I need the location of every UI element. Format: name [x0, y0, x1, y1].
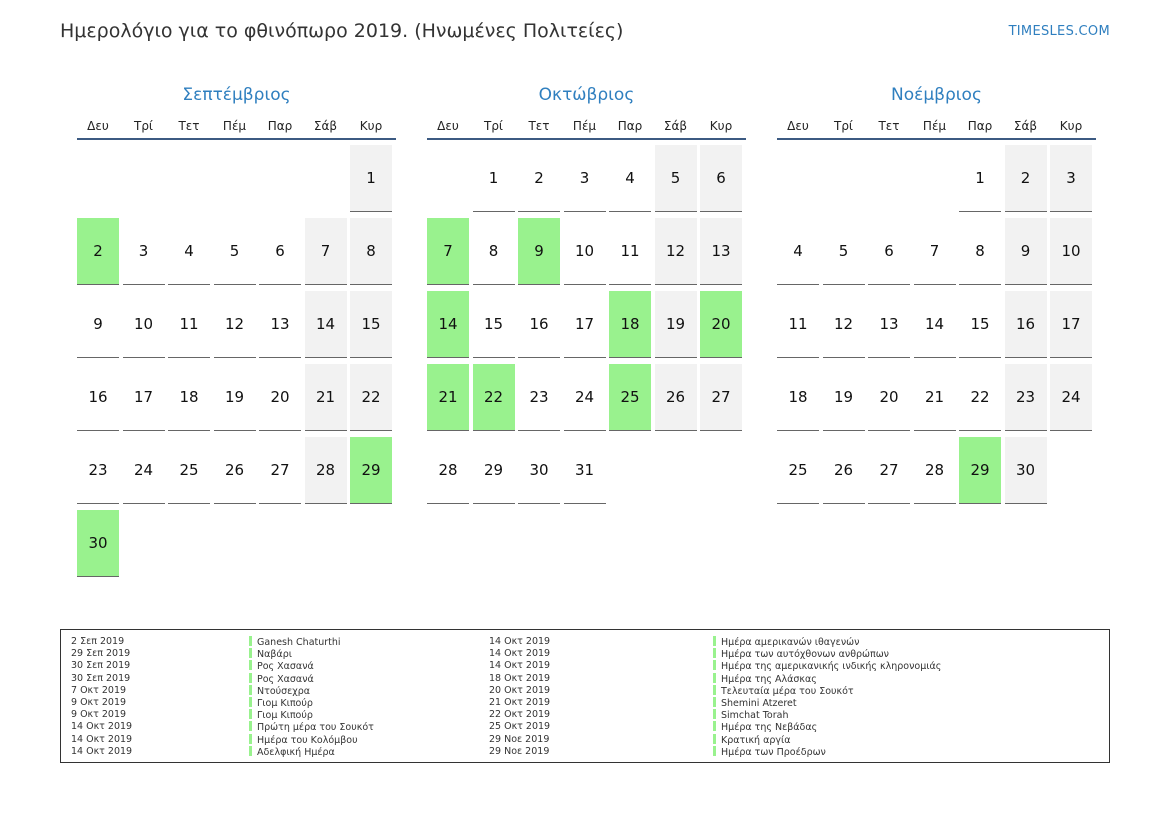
- legend-entry: [713, 746, 941, 758]
- day-cell: 5: [655, 145, 697, 212]
- day-cell: 2: [518, 145, 560, 212]
- legend-date: 22 Οκτ 2019: [489, 709, 551, 721]
- day-cell: 24: [1050, 364, 1092, 431]
- holiday-marker: [713, 660, 716, 670]
- day-cell: 28: [305, 437, 347, 504]
- day-cell: 18: [609, 291, 651, 358]
- legend-entry: [249, 697, 374, 709]
- weekday-label: Σάβ: [1013, 119, 1038, 133]
- legend-holiday-name: Ημέρα του Κολόμβου: [257, 734, 358, 746]
- day-cell: 10: [123, 291, 165, 358]
- legend-date: 21 Οκτ 2019: [489, 696, 551, 708]
- day-cell: 30: [518, 437, 560, 504]
- holiday-marker: [249, 721, 252, 731]
- legend-date: 30 Σεπ 2019: [71, 672, 131, 684]
- legend-entry: [249, 636, 374, 648]
- day-cell: 17: [564, 291, 606, 358]
- holiday-marker: [713, 648, 716, 658]
- legend-entry: [713, 697, 941, 709]
- holiday-marker: [713, 734, 716, 744]
- day-grid: [777, 140, 1096, 640]
- legend-holiday-name: Ρος Χασανά: [257, 661, 314, 673]
- day-cell: 29: [350, 437, 392, 504]
- holiday-marker: [713, 685, 716, 695]
- legend-holiday-name: Γιομ Κιπούρ: [257, 697, 313, 709]
- legend-entry: [713, 636, 941, 648]
- legend-date: 20 Οκτ 2019: [489, 684, 551, 696]
- day-cell: 30: [77, 510, 119, 577]
- day-cell: 10: [564, 218, 606, 285]
- legend-holiday-name: Τελευταία μέρα του Σουκότ: [721, 685, 854, 697]
- holiday-legend: [60, 629, 1110, 763]
- legend-holiday-name: Γιομ Κιπούρ: [257, 710, 313, 722]
- day-cell: 15: [350, 291, 392, 358]
- holiday-marker: [249, 746, 252, 756]
- legend-entry: [713, 648, 941, 660]
- day-cell: 26: [655, 364, 697, 431]
- weekday-label: Σάβ: [313, 119, 338, 133]
- legend-entry: [249, 746, 374, 758]
- legend-holiday-name: Ημέρα αμερικανών ιθαγενών: [721, 637, 860, 648]
- day-cell: 11: [609, 218, 651, 285]
- legend-holiday-name: Ημέρα των αυτόχθονων ανθρώπων: [721, 649, 889, 661]
- holiday-marker: [713, 709, 716, 719]
- legend-entry: [249, 721, 374, 733]
- legend-right-dates: [489, 636, 550, 758]
- day-cell: 5: [823, 218, 865, 285]
- day-cell: 9: [518, 218, 560, 285]
- day-cell: 24: [123, 437, 165, 504]
- day-cell: 23: [77, 437, 119, 504]
- day-cell: 3: [123, 218, 165, 285]
- weekday-label: Παρ: [617, 119, 643, 133]
- legend-left-dates: [71, 636, 132, 758]
- day-cell: 20: [700, 291, 742, 358]
- day-cell: 2: [77, 218, 119, 285]
- day-cell: 26: [214, 437, 256, 504]
- day-cell: 9: [77, 291, 119, 358]
- day-cell: 20: [868, 364, 910, 431]
- legend-date: 14 Οκτ 2019: [71, 733, 133, 745]
- day-cell: 7: [914, 218, 956, 285]
- month-name: Νοέμβριος: [891, 85, 982, 105]
- weekday-label: Τετ: [528, 119, 550, 133]
- day-cell: 6: [700, 145, 742, 212]
- day-cell: 11: [168, 291, 210, 358]
- legend-left-names: [249, 636, 374, 758]
- legend-date: 29 Σεπ 2019: [71, 648, 131, 660]
- day-cell: 16: [518, 291, 560, 358]
- legend-holiday-name: Πρώτη μέρα του Σουκότ: [257, 722, 374, 734]
- day-cell: 23: [1005, 364, 1047, 431]
- day-cell: 12: [655, 218, 697, 285]
- day-cell: 30: [1005, 437, 1047, 504]
- holiday-marker: [249, 660, 252, 670]
- day-cell: 4: [777, 218, 819, 285]
- month-name: Οκτώβριος: [538, 85, 635, 105]
- holiday-marker: [713, 673, 716, 683]
- legend-holiday-name: Ημέρα των Προέδρων: [721, 746, 826, 758]
- legend-holiday-name: Ganesh Chaturthi: [257, 637, 341, 648]
- weekday-label: Παρ: [967, 119, 993, 133]
- legend-date: 9 Οκτ 2019: [71, 709, 127, 721]
- day-cell: 11: [777, 291, 819, 358]
- legend-entry: [713, 685, 941, 697]
- day-cell: 27: [868, 437, 910, 504]
- legend-date: 18 Οκτ 2019: [489, 672, 551, 684]
- day-cell: 15: [473, 291, 515, 358]
- day-cell: 9: [1005, 218, 1047, 285]
- weekday-header: [427, 108, 746, 140]
- month-calendar: [427, 84, 746, 640]
- day-cell: 19: [823, 364, 865, 431]
- weekday-label: Δευ: [87, 119, 109, 133]
- legend-entry: [249, 734, 374, 746]
- legend-entry: [713, 709, 941, 721]
- day-cell: 19: [214, 364, 256, 431]
- legend-entry: [713, 673, 941, 685]
- day-cell: 1: [350, 145, 392, 212]
- day-cell: 3: [1050, 145, 1092, 212]
- weekday-label: Δευ: [787, 119, 809, 133]
- legend-date: 2 Σεπ 2019: [71, 636, 125, 647]
- day-cell: 22: [350, 364, 392, 431]
- day-cell: 20: [259, 364, 301, 431]
- day-cell: 13: [700, 218, 742, 285]
- day-cell: 8: [959, 218, 1001, 285]
- day-cell: 1: [959, 145, 1001, 212]
- day-cell: 21: [305, 364, 347, 431]
- holiday-marker: [249, 685, 252, 695]
- day-cell: 4: [609, 145, 651, 212]
- legend-holiday-name: Ντούσεχρα: [257, 685, 311, 697]
- page-title: Ημερολόγιο για το φθινόπωρο 2019. (Ηνωμένες Πολιτείες): [60, 20, 624, 42]
- day-cell: 8: [350, 218, 392, 285]
- day-cell: 14: [305, 291, 347, 358]
- legend-entry: [249, 709, 374, 721]
- legend-holiday-name: Ρος Χασανά: [257, 673, 314, 685]
- legend-date: 29 Νοε 2019: [489, 745, 550, 757]
- day-cell: 25: [609, 364, 651, 431]
- day-cell: 24: [564, 364, 606, 431]
- holiday-marker: [249, 673, 252, 683]
- day-cell: 22: [959, 364, 1001, 431]
- day-cell: 7: [427, 218, 469, 285]
- holiday-marker: [713, 636, 716, 646]
- legend-date: 9 Οκτ 2019: [71, 696, 127, 708]
- day-cell: 14: [914, 291, 956, 358]
- month-calendar: [77, 84, 396, 640]
- legend-entry: [249, 685, 374, 697]
- day-cell: 27: [259, 437, 301, 504]
- weekday-header: [77, 108, 396, 140]
- day-cell: 7: [305, 218, 347, 285]
- legend-date: 14 Οκτ 2019: [489, 636, 551, 647]
- day-cell: 27: [700, 364, 742, 431]
- weekday-label: Τετ: [878, 119, 900, 133]
- legend-holiday-name: Ημέρα της Νεβάδας: [721, 722, 818, 734]
- legend-holiday-name: Ημέρα της Αλάσκας: [721, 673, 817, 685]
- legend-entry: [249, 648, 374, 660]
- day-cell: 12: [214, 291, 256, 358]
- day-cell: 10: [1050, 218, 1092, 285]
- day-cell: 31: [564, 437, 606, 504]
- holiday-marker: [249, 709, 252, 719]
- day-cell: 25: [168, 437, 210, 504]
- site-link[interactable]: TIMESLES.COM: [1008, 24, 1110, 39]
- day-cell: 17: [123, 364, 165, 431]
- weekday-header: [777, 108, 1096, 140]
- day-cell: 8: [473, 218, 515, 285]
- legend-holiday-name: Κρατική αργία: [721, 734, 791, 746]
- weekday-label: Κυρ: [359, 119, 383, 133]
- legend-holiday-name: Αδελφική Ημέρα: [257, 746, 335, 758]
- legend-holiday-name: Simchat Torah: [721, 710, 789, 722]
- day-cell: 6: [259, 218, 301, 285]
- day-cell: 21: [914, 364, 956, 431]
- day-cell: 18: [168, 364, 210, 431]
- day-cell: 14: [427, 291, 469, 358]
- legend-date: 29 Νοε 2019: [489, 733, 550, 745]
- legend-date: 25 Οκτ 2019: [489, 721, 551, 733]
- weekday-label: Τρί: [133, 119, 153, 133]
- legend-entry: [249, 660, 374, 672]
- day-cell: 16: [1005, 291, 1047, 358]
- day-cell: 26: [823, 437, 865, 504]
- day-cell: 23: [518, 364, 560, 431]
- legend-right-names: [713, 636, 941, 758]
- day-cell: 29: [473, 437, 515, 504]
- weekday-label: Πέμ: [572, 119, 597, 133]
- holiday-marker: [713, 746, 716, 756]
- weekday-label: Παρ: [267, 119, 293, 133]
- month-calendar: [777, 84, 1096, 640]
- legend-date: 30 Σεπ 2019: [71, 660, 131, 672]
- holiday-marker: [713, 721, 716, 731]
- day-cell: 12: [823, 291, 865, 358]
- holiday-marker: [249, 697, 252, 707]
- day-cell: 28: [914, 437, 956, 504]
- weekday-label: Πέμ: [922, 119, 947, 133]
- day-grid: [77, 140, 396, 640]
- day-grid: [427, 140, 746, 640]
- holiday-marker: [249, 636, 252, 646]
- day-cell: 6: [868, 218, 910, 285]
- day-cell: 13: [259, 291, 301, 358]
- day-cell: 16: [77, 364, 119, 431]
- weekday-label: Τρί: [833, 119, 853, 133]
- day-cell: 28: [427, 437, 469, 504]
- legend-entry: [713, 734, 941, 746]
- weekday-label: Τρί: [483, 119, 503, 133]
- day-cell: 29: [959, 437, 1001, 504]
- legend-date: 14 Οκτ 2019: [489, 660, 551, 672]
- weekday-label: Κυρ: [1059, 119, 1083, 133]
- day-cell: 3: [564, 145, 606, 212]
- day-cell: 15: [959, 291, 1001, 358]
- legend-date: 7 Οκτ 2019: [71, 684, 127, 696]
- legend-date: 14 Οκτ 2019: [71, 721, 133, 733]
- day-cell: 2: [1005, 145, 1047, 212]
- holiday-marker: [249, 648, 252, 658]
- legend-entry: [713, 721, 941, 733]
- day-cell: 18: [777, 364, 819, 431]
- legend-date: 14 Οκτ 2019: [71, 745, 133, 757]
- day-cell: 13: [868, 291, 910, 358]
- weekday-label: Τετ: [178, 119, 200, 133]
- day-cell: 19: [655, 291, 697, 358]
- legend-holiday-name: Shemini Atzeret: [721, 697, 797, 709]
- legend-entry: [713, 660, 941, 672]
- day-cell: 4: [168, 218, 210, 285]
- weekday-label: Δευ: [437, 119, 459, 133]
- weekday-label: Σάβ: [663, 119, 688, 133]
- day-cell: 21: [427, 364, 469, 431]
- day-cell: 17: [1050, 291, 1092, 358]
- day-cell: 22: [473, 364, 515, 431]
- legend-date: 14 Οκτ 2019: [489, 648, 551, 660]
- day-cell: 25: [777, 437, 819, 504]
- holiday-marker: [713, 697, 716, 707]
- day-cell: 1: [473, 145, 515, 212]
- month-name: Σεπτέμβριος: [182, 85, 291, 105]
- holiday-marker: [249, 734, 252, 744]
- legend-holiday-name: Ναβάρι: [257, 649, 292, 661]
- weekday-label: Κυρ: [709, 119, 733, 133]
- legend-entry: [249, 673, 374, 685]
- weekday-label: Πέμ: [222, 119, 247, 133]
- legend-holiday-name: Ημέρα της αμερικανικής ινδικής κληρονομιάς: [721, 661, 942, 673]
- day-cell: 5: [214, 218, 256, 285]
